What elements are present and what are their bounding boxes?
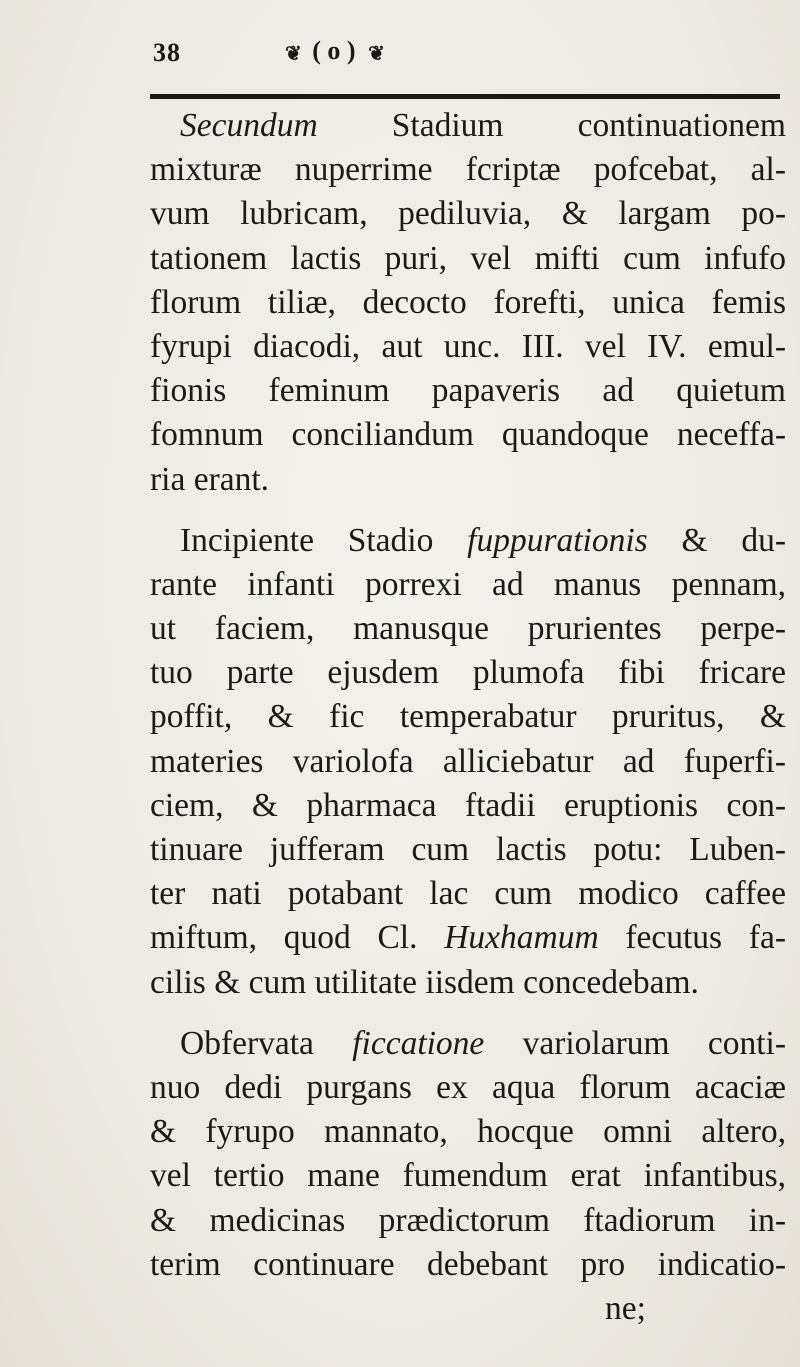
text-line xyxy=(150,651,786,695)
paragraph-gap xyxy=(150,502,786,519)
text-run: & du- xyxy=(647,521,786,559)
text-run: florum tiliæ, decocto forefti, unica femis xyxy=(150,283,786,321)
text-line xyxy=(150,1154,786,1198)
text-line xyxy=(150,872,786,916)
text-run: nuo dedi purgans ex aqua florum acaciæ xyxy=(150,1068,786,1106)
text-line xyxy=(150,784,786,828)
text-run: tuo parte ejusdem plumofa fibi fricare xyxy=(150,654,786,692)
text-run: ria erant. xyxy=(150,460,270,498)
header-ornament-group xyxy=(285,36,383,66)
text-line xyxy=(150,519,786,563)
text-line xyxy=(150,1022,786,1066)
text-run: tinuare jufferam cum lactis potu: Luben- xyxy=(150,831,786,868)
floral-ornament-left-icon: ❦ xyxy=(285,42,300,65)
paragraph xyxy=(150,1022,786,1287)
text-run: & fyrupo mannato, hocque omni altero, xyxy=(150,1113,786,1151)
text-line xyxy=(150,1199,786,1243)
text-run: vum lubricam, pediluvia, & largam po- xyxy=(150,195,786,233)
paragraph xyxy=(150,104,786,502)
page-number: 38 xyxy=(153,38,181,67)
text-run: ter nati potabant lac cum modico caffee xyxy=(150,875,786,913)
text-run: poffit, & fic temperabatur pruritus, & xyxy=(150,698,786,736)
running-header xyxy=(150,18,800,72)
italic-term: ficcatione xyxy=(352,1024,485,1062)
header-rule xyxy=(150,94,780,99)
text-run: fomnum conciliandum quandoque neceffa- xyxy=(150,416,786,454)
text-run: terim continuare debebant pro indicatio- xyxy=(150,1245,786,1283)
text-run: miftum, quod Cl. xyxy=(150,919,445,957)
text-line xyxy=(150,104,786,148)
text-run: variolarum conti- xyxy=(484,1024,786,1062)
text-run: materies variolofa alliciebatur ad fuperfi- xyxy=(150,742,786,780)
italic-term: Secundum xyxy=(180,107,318,144)
text-line xyxy=(150,148,786,192)
text-line xyxy=(150,695,786,739)
paragraph xyxy=(150,519,786,1005)
text-line xyxy=(150,281,786,325)
text-run: rante infanti porrexi ad manus pennam, xyxy=(150,565,786,603)
text-run: fionis feminum papaveris ad quietum xyxy=(150,372,786,410)
text-line xyxy=(150,1243,786,1287)
text-run: cilis & cum utilitate iisdem concedebam. xyxy=(150,963,699,1001)
floral-ornament-right-icon: ❦ xyxy=(368,42,383,65)
italic-term: fuppurationis xyxy=(467,521,648,559)
text-run: Obfervata xyxy=(180,1024,353,1062)
text-line xyxy=(150,740,786,784)
text-run: Incipiente Stadio xyxy=(180,521,468,559)
text-line xyxy=(150,237,786,281)
text-run: & medicinas prædictorum ftadiorum in- xyxy=(150,1201,786,1239)
text-line xyxy=(150,192,786,236)
text-run: tationem lactis puri, vel mifti cum infufo xyxy=(150,239,786,277)
text-line xyxy=(150,563,786,607)
paragraph-gap xyxy=(150,1005,786,1022)
text-run: vel tertio mane fumendum erat infantibus, xyxy=(150,1157,786,1195)
text-line xyxy=(150,607,786,651)
text-line xyxy=(150,458,786,502)
text-line xyxy=(150,1110,786,1154)
text-run: ciem, & pharmaca ftadii eruptionis con- xyxy=(150,786,786,824)
text-line xyxy=(150,369,786,413)
text-line xyxy=(150,828,786,872)
italic-term: Huxhamum xyxy=(444,919,599,957)
text-run: fecutus fa- xyxy=(598,919,786,957)
text-line xyxy=(150,325,786,369)
text-line xyxy=(150,1066,786,1110)
catchword: ne; xyxy=(605,1289,646,1327)
body-text xyxy=(150,104,786,1331)
text-run: ut faciem, manusque prurientes perpe- xyxy=(150,610,786,648)
text-line xyxy=(150,916,786,960)
text-run: mixturæ nuperrime fcriptæ pofcebat, al- xyxy=(150,151,786,189)
text-run: Stadium continuationem xyxy=(317,107,786,144)
header-center-symbol: ( o ) xyxy=(312,36,356,65)
text-run: fyrupi diacodi, aut unc. III. vel IV. emul- xyxy=(150,327,786,365)
text-line xyxy=(150,413,786,457)
text-line xyxy=(150,961,786,1005)
